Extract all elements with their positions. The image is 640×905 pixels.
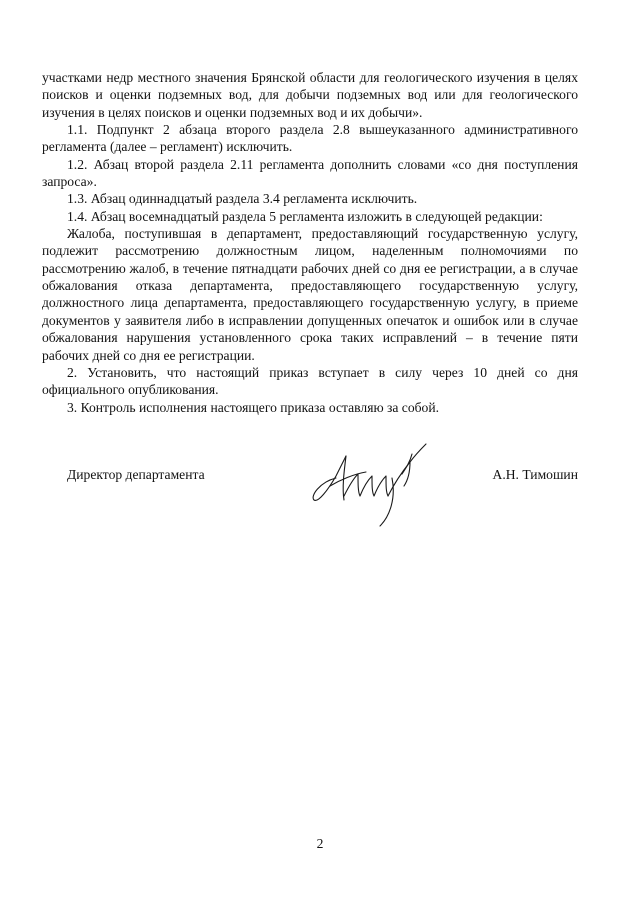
signer-title: Директор департамента bbox=[67, 467, 205, 482]
document-body bbox=[42, 69, 578, 416]
signer-name: А.Н. Тимошин bbox=[492, 467, 578, 482]
paragraph-1-2: 1.2. Абзац второй раздела 2.11 регламента дополнить словами «со дня поступления запроса». bbox=[42, 156, 578, 190]
handwritten-signature bbox=[306, 438, 436, 530]
paragraph-2: 2. Установить, что настоящий приказ вступает в силу через 10 дней со дня официального опубликования. bbox=[42, 364, 578, 398]
paragraph-1-1: 1.1. Подпункт 2 абзаца второго раздела 2.8 вышеуказанного административного регламента (далее – регламент) исключить. bbox=[42, 122, 578, 155]
paragraph-3: 3. Контроль исполнения настоящего приказа оставляю за собой. bbox=[67, 399, 440, 415]
paragraph-1-4: 1.4. Абзац восемнадцатый раздела 5 регламента изложить в следующей редакции: bbox=[67, 208, 543, 224]
paragraph-continuation: участками недр местного значения Брянской области для геологического изучения в целях поисков и оценки подземных вод, для добычи подземных вод или для геологического изучения в целях поисков и оценки подземных вод и их добычи». bbox=[42, 70, 578, 120]
paragraph-1-3: 1.3. Абзац одиннадцатый раздела 3.4 регламента исключить. bbox=[67, 191, 418, 207]
paragraph-complaint: Жалоба, поступившая в департамент, предоставляющий государственную услугу, подлежит рассмотрению должностным лицом, наделенным полномочиями по рассмотрению жалоб, в течение пятнадцати рабочих дней со дня ее регистрации, а в случае обжалования отказа департамента, предоставляющего государственную услугу, должностного лица департамента, предоставляющего государственную услугу, в приеме документов у заявителя либо в исправлении допущенных опечаток и ошибок или в случае обжалования нарушения установленного срока таких исправлений – в течение пяти рабочих дней со дня ее регистрации. bbox=[42, 226, 578, 363]
page-number: 2 bbox=[316, 836, 324, 851]
